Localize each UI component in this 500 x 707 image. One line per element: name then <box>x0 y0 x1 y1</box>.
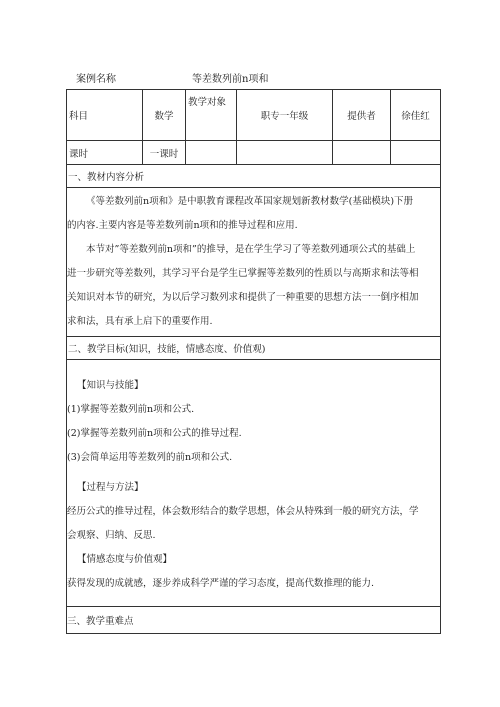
provider-label: 提供者 <box>333 90 391 141</box>
section1-title-cell <box>67 165 441 188</box>
section2-title: 二、教学目标(知识，技能，情感态度、价值观) <box>68 344 266 355</box>
knowledge-item: (2)掌握等差数列前n项和公式的推导过程. <box>67 428 242 439</box>
section2-header-row <box>67 337 441 360</box>
case-name-label: 案例名称 <box>76 74 116 85</box>
case-title: 等差数列前n项和 <box>192 74 269 85</box>
hours-row <box>67 141 441 165</box>
emotion-line: 获得发现的成就感，逐步养成科学严谨的学习态度，提高代数推理的能力. <box>67 578 375 589</box>
subject-value: 数学 <box>143 90 186 141</box>
empty-cell <box>186 141 237 165</box>
paragraph-line: 的内容.主要内容是等差数列前n项和的推导过程和应用. <box>67 220 298 231</box>
knowledge-item: (3)会简单运用等差数列的前n项和公式. <box>67 452 233 463</box>
hours-value: 一课时 <box>143 141 186 165</box>
lesson-plan-table <box>66 89 441 634</box>
subject-label: 科目 <box>67 90 143 141</box>
section1-body-row <box>67 188 441 337</box>
hours-label: 课时 <box>67 141 143 165</box>
info-row <box>67 90 441 141</box>
section2-title-cell <box>67 337 441 360</box>
paragraph-line: 《等差数列前n项和》是中职教育课程改革国家规划新教材数学(基础模块)下册 <box>86 196 414 207</box>
empty-cell <box>237 141 333 165</box>
target-value: 职专一年级 <box>237 90 333 141</box>
knowledge-item: (1)掌握等差数列前n项和公式. <box>67 404 195 415</box>
section1-header-row <box>67 165 441 188</box>
process-heading: 【过程与方法】 <box>77 482 144 493</box>
empty-cell <box>333 141 391 165</box>
paragraph-line: 求和法，具有承上启下的重要作用. <box>67 316 213 327</box>
section2-body-row <box>67 360 441 607</box>
section3-title: 三、教学重难点 <box>67 616 134 627</box>
empty-cell <box>391 141 441 165</box>
section1-body <box>67 188 441 337</box>
paragraph-line: 关知识对本节的研究，为以后学习数列求和提供了一种重要的思想方法一一倒序相加 <box>67 292 419 303</box>
knowledge-heading: 【知识与技能】 <box>77 380 144 391</box>
target-label-cell <box>186 90 237 141</box>
section1-title: 一、教材内容分析 <box>68 172 145 183</box>
target-label: 教学对象 <box>188 97 227 108</box>
paragraph-line: 本节对”等差数列前n项和”的推导，是在学生学习了等差数列通项公式的基础上 <box>86 244 416 255</box>
process-line: 会观察、归纳、反思. <box>67 530 156 541</box>
section3-header-row <box>67 607 441 634</box>
provider-value: 徐佳红 <box>391 90 441 141</box>
section3-title-cell <box>67 607 441 634</box>
process-line: 经历公式的推导过程，体会数形结合的数学思想，体会从特殊到一般的研究方法，学 <box>67 506 419 517</box>
section2-body <box>67 360 441 607</box>
emotion-heading: 【情感态度与价值观】 <box>77 554 173 565</box>
paragraph-line: 进一步研究等差数列，其学习平台是学生已掌握等差数列的性质以与高斯求和法等相 <box>67 268 419 279</box>
